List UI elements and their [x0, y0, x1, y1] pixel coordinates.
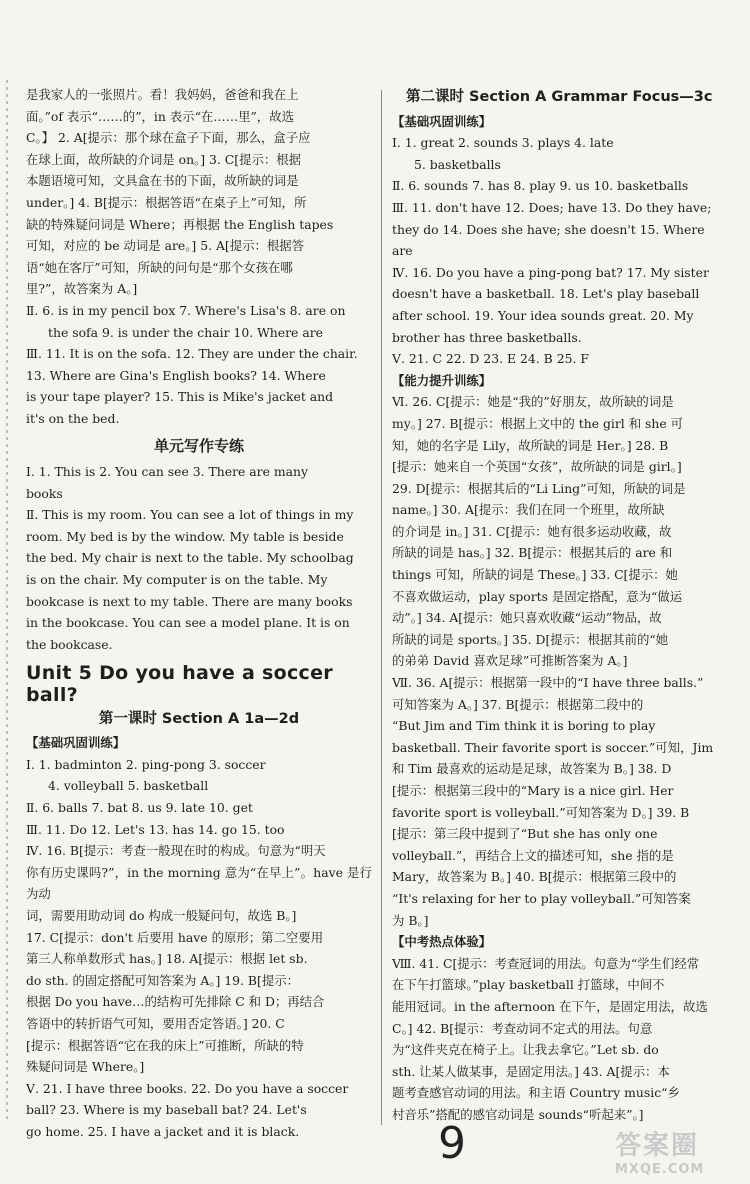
text-line: 根据 Do you have…的结构可先排除 C 和 D；再结合: [26, 994, 325, 1010]
text-line: my。] 27. B[提示：根据上文中的 the girl 和 she 可: [392, 415, 684, 431]
text-line: 词，需要用助动词 do 构成一般疑问句，故选 B。]: [26, 907, 297, 923]
text-line: 所缺的词是 sports。] 35. D[提示：根据其前的“她: [392, 631, 669, 647]
text-line: 知，她的名字是 Lily，故所缺的词是 Her。] 28. B: [392, 437, 669, 453]
right-basic-tag: 【基础巩固训练】: [392, 113, 492, 129]
text-line: 4. volleyball 5. basketball: [48, 778, 209, 794]
text-line: 的弟弟 David 喜欢足球”可推断答案为 A。]: [392, 653, 628, 669]
text-line: 为“这件夹克在椅子上。让我去拿它。”Let sb. do: [392, 1042, 659, 1058]
text-line: room. My bed is by the window. My table is beside: [26, 528, 344, 544]
u5-section-3: Ⅲ. 11. Do 12. Let's 13. has 14. go 15. too: [26, 821, 285, 837]
text-line: 本题语境可知，文具盒在书的下面，故所缺的词是: [26, 173, 299, 189]
writing-part-2: [26, 504, 372, 655]
text-line: 你有历史课吗?”，in the morning 意为“在早上”。have 是行为动: [26, 864, 372, 902]
text-line: 13. Where are Gina's English books? 14. Where: [26, 367, 326, 383]
text-line: Ⅵ. 26. C[提示：她是“我的”好朋友，故所缺的词是: [392, 394, 674, 410]
writing-title: 单元写作专练: [153, 436, 244, 455]
text-line: the sofa 9. is under the chair 10. Where are: [48, 324, 323, 340]
text-line: 在球上面，故所缺的介词是 on。] 3. C[提示：根据: [26, 151, 302, 167]
text-line: Ⅱ. This is my room. You can see a lot of things in my: [26, 507, 354, 523]
text-line: “But Jim and Tim think it is boring to play: [392, 718, 656, 734]
text-line: 所缺的词是 has。] 32. B[提示：根据其后的 are 和: [392, 545, 673, 561]
text-line: 能用冠词。in the afternoon 在下午，是固定用法，故选: [392, 998, 708, 1014]
text-line: doesn't have a basketball. 18. Let's play baseball: [392, 286, 700, 302]
text-line: Ⅴ. 21. I have three books. 22. Do you have a soccer: [26, 1080, 349, 1096]
text-line: do sth. 的固定搭配可知答案为 A。] 19. B[提示：: [26, 972, 300, 988]
text-line: 不喜欢做运动，play sports 是固定搭配，意为“做运: [392, 588, 683, 604]
text-line: under。] 4. B[提示：根据答语“在桌子上”可知，所: [26, 194, 307, 210]
text-line: favorite sport is volleyball.”可知答案为 D。] 39. B: [392, 804, 690, 820]
text-line: C。] 42. B[提示：考查动词不定式的用法。句意: [392, 1020, 653, 1036]
text-line: Ⅰ. 1. This is 2. You can see 3. There are many: [26, 464, 308, 480]
r-section-4: [392, 262, 738, 348]
r-section-8: [392, 953, 738, 1126]
text-line: volleyball.”，再结合上文的描述可知，she 指的是: [392, 847, 674, 863]
unit-title: Unit 5 Do you have a soccer ball?: [26, 662, 333, 707]
ability-tag: 【能力提升训练】: [392, 372, 492, 388]
text-line: Ⅲ. 11. It is on the sofa. 12. They are under the chair.: [26, 346, 358, 362]
text-line: books: [26, 485, 63, 501]
text-line: [提示：她来自一个英国“女孩”，故所缺的词是 girl。]: [392, 459, 682, 475]
text-line: “It's relaxing for her to play volleyball.”可知答案: [392, 890, 691, 906]
binding-edge: [6, 80, 8, 1120]
text-line: 题考查感官动词的用法。和主语 Country music“乡: [392, 1085, 680, 1101]
text-line: Ⅳ. 16. Do you have a ping-pong bat? 17. My sister: [392, 264, 709, 280]
text-line: 和 Tim 最喜欢的运动是足球，故答案为 B。] 38. D: [392, 761, 672, 777]
r-section-6: [392, 391, 738, 672]
u5-section-4: [26, 840, 372, 1078]
text-line: 在下午打篮球。”play basketball 打篮球，中间不: [392, 977, 665, 993]
text-line: [提示：根据答语“它在我的床上”可推断，所缺的特: [26, 1037, 304, 1053]
text-line: 语“她在客厅”可知，所缺的问句是“那个女孩在哪: [26, 259, 293, 275]
text-line: are: [392, 243, 413, 259]
text-line: 可知，对应的 be 动词是 are。] 5. A[提示：根据答: [26, 238, 305, 254]
text-line: in the bookcase. You can see a model plane. It is on: [26, 615, 350, 631]
text-line: brother has three basketballs.: [392, 329, 582, 345]
r-section-2: Ⅱ. 6. sounds 7. has 8. play 9. us 10. basketballs: [392, 178, 689, 194]
text-line: the bookcase.: [26, 636, 113, 652]
text-line: is on the chair. My computer is on the table. My: [26, 572, 328, 588]
text-line: Ⅲ. 11. don't have 12. Does; have 13. Do they have;: [392, 199, 712, 215]
text-line: 5. basketballs: [414, 156, 501, 172]
text-line: they do 14. Does she have; she doesn't 15. Where: [392, 221, 705, 237]
text-line: 29. D[提示：根据其后的“Li Ling”可知，所缺的词是: [392, 480, 686, 496]
intro-answers: [26, 84, 372, 300]
text-line: bookcase is next to my table. There are many books: [26, 593, 353, 609]
text-line: 17. C[提示：don't 后要用 have 的原形；第二空要用: [26, 929, 324, 945]
u5-section-2: Ⅱ. 6. balls 7. bat 8. us 9. late 10. get: [26, 800, 253, 815]
text-line: Ⅶ. 36. A[提示：根据第一段中的“I have three balls.”: [392, 675, 704, 691]
text-line: 村音乐”搭配的感官动词是 sounds“听起来”。]: [392, 1106, 644, 1122]
watermark-top: 答案圈: [615, 1131, 700, 1161]
page-number: 9: [438, 1118, 466, 1169]
basic-training-tag: 【基础巩固训练】: [26, 735, 126, 751]
lesson-title: 第一课时 Section A 1a—2d: [98, 710, 300, 727]
text-line: it's on the bed.: [26, 410, 120, 426]
r-section-3: [392, 197, 738, 262]
text-line: after school. 19. Your idea sounds great. 20. My: [392, 307, 694, 323]
text-line: Ⅷ. 41. C[提示：考查冠词的用法。句意为“学生们经常: [392, 955, 700, 971]
text-line: 可知答案为 A。] 37. B[提示：根据第二段中的: [392, 696, 644, 712]
right-lesson-title: 第二课时 Section A Grammar Focus—3c: [406, 89, 713, 105]
u5-section-5: [26, 1078, 372, 1143]
text-line: [提示：根据第三段中的“Mary is a nice girl. Her: [392, 783, 674, 798]
text-line: 殊疑问词是 Where。]: [26, 1059, 145, 1075]
text-line: 为 B。]: [392, 912, 429, 928]
text-line: Ⅱ. 6. is in my pencil box 7. Where's Lisa's 8. are on: [26, 302, 346, 318]
text-line: 里?”，故答案为 A。]: [26, 281, 138, 297]
text-line: is your tape player? 15. This is Mike's jacket and: [26, 389, 334, 405]
text-line: 缺的特殊疑问词是 Where；再根据 the English tapes: [26, 216, 334, 232]
u5-section-1: [26, 754, 372, 797]
watermark-bottom: MXQE.COM: [615, 1162, 705, 1177]
text-line: 面。”of 表示“……的”，in 表示“在……里”，故选: [26, 108, 294, 124]
r-section-5: Ⅴ. 21. C 22. D 23. E 24. B 25. F: [392, 351, 589, 367]
section-2-answers: [26, 300, 372, 343]
section-3-answers: [26, 343, 372, 429]
text-line: Ⅰ. 1. great 2. sounds 3. plays 4. late: [392, 135, 614, 151]
text-line: 是我家人的一张照片。看！我妈妈，爸爸和我在上: [26, 87, 299, 102]
exam-tag: 【中考热点体验】: [392, 934, 492, 950]
left-column: [26, 0, 372, 1143]
text-line: 第三人称单数形式 has。] 18. A[提示：根据 let sb.: [26, 951, 308, 967]
r-section-1: [392, 132, 738, 175]
text-line: name。] 30. A[提示：我们在同一个班里，故所缺: [392, 502, 665, 518]
r-section-7: [392, 672, 738, 931]
right-column: [392, 0, 738, 1126]
text-line: sth. 让某人做某事，是固定用法。] 43. A[提示：本: [392, 1063, 670, 1079]
text-line: ball? 23. Where is my baseball bat? 24. Let's: [26, 1102, 307, 1118]
writing-part-1: [26, 461, 372, 504]
column-divider: [381, 90, 382, 1125]
text-line: 答语中的转折语气可知，要用否定答语。] 20. C: [26, 1015, 285, 1031]
text-line: [提示：第三段中提到了“But she has only one: [392, 826, 658, 842]
watermark-logo: [615, 1125, 745, 1181]
text-line: Ⅰ. 1. badminton 2. ping-pong 3. soccer: [26, 756, 266, 772]
text-line: Mary，故答案为 B。] 40. B[提示：根据第三段中的: [392, 869, 677, 885]
text-line: 的介词是 in。] 31. C[提示：她有很多运动收藏，故: [392, 523, 672, 539]
text-line: go home. 25. I have a jacket and it is black.: [26, 1123, 300, 1139]
text-line: basketball. Their favorite sport is soccer.”可知，Jim: [392, 739, 714, 755]
text-line: C。】 2. A[提示：那个球在盒子下面，那么，盒子应: [26, 130, 311, 146]
text-line: Ⅳ. 16. B[提示：考查一般现在时的构成。句意为“明天: [26, 843, 326, 859]
text-line: things 可知，所缺的词是 These。] 33. C[提示：她: [392, 567, 678, 583]
text-line: 动”。] 34. A[提示：她只喜欢收藏“运动”物品，故: [392, 610, 662, 626]
text-line: the bed. My chair is next to the table. My schoolbag: [26, 550, 354, 566]
